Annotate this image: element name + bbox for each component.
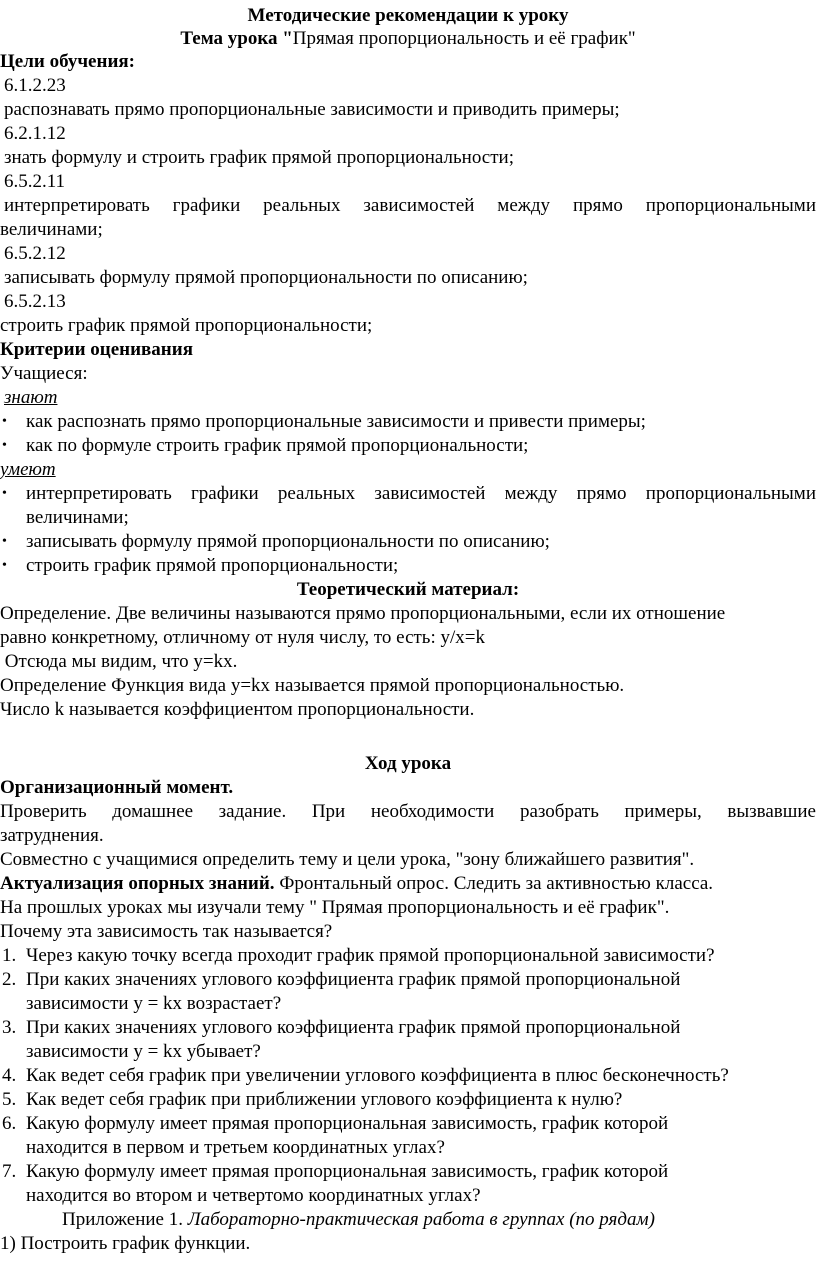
theory-line: Отсюда мы видим, что y=kx. [0,651,238,672]
goal-text: строить график прямой пропорциональности; [0,315,373,336]
goal-code: 6.5.2.12 [4,243,66,264]
goal-text: знать формулу и строить график прямой пропорциональности; [4,147,514,168]
org-text-continued: затруднения. [0,825,104,846]
goal-code: 6.2.1.12 [4,123,66,144]
org-heading: Организационный момент. [0,777,234,798]
can-label: умеют [0,459,56,480]
org-text: Совместно с учащимися определить тему и цели урока, "зону ближайшего развития". [0,849,695,870]
theory-heading: Теоретический материал: [296,579,520,600]
goal-text-continued: величинами; [0,219,103,240]
question-item-continued: зависимости y = kx убывает? [26,1041,261,1062]
goals-heading: Цели обучения: [0,51,135,72]
question-item-continued: зависимости y = kx возрастает? [26,993,282,1014]
actualization-heading: Актуализация опорных знаний. [0,873,275,894]
list-item-continued: величинами; [26,507,129,528]
bullet-icon: • [2,414,7,429]
bullet-icon: • [2,558,7,573]
org-text: Проверить домашнее задание. При необходимости разобрать примеры, вызвавшие [0,801,816,822]
why-question: Почему эта зависимость так называется? [0,921,333,942]
goal-code: 6.5.2.11 [4,171,66,192]
appendix-label: Приложение 1. [62,1209,188,1230]
task-line: 1) Построить график функции. [0,1233,251,1254]
lesson-topic [0,27,816,51]
criteria-heading: Критерии оценивания [0,339,193,360]
goal-code: 6.5.2.13 [4,291,66,312]
question-item-continued: находится во втором и четвертомо координатных углах? [26,1185,481,1206]
question-item-continued: находится в первом и третьем координатных углах? [26,1137,445,1158]
actualization-line: Актуализация опорных знаний. Фронтальный опрос. Следить за активностью класса. [0,873,714,894]
theory-line: Число k называется коэффициентом пропорциональности. [0,699,475,720]
theory-line: Определение Функция вида y=kx называется прямой пропорциональностью. [0,675,625,696]
goal-text: интерпретировать графики реальных зависимостей между прямо пропорциональными [4,195,816,216]
document-page: Методические рекомендации к уроку Тема урока "Прямая пропорциональность и её график" Цели обучения: 6.1.2.23 распознавать прямо пропорциональные зависимости и приводить примеры; 6.2.1.12 знать формулу и строить график прямой пропорциональности; 6.5.2.11 интерпретировать графики реальных зависимостей между прямо пропорциональными величинами; 6.5.2.12 записывать формулу прямой пропорциональности по описанию; 6.5.2.13 строить график прямой пропорциональности; Критерии оценивания Учащиеся: знают • как распознать прямо пропорциональные зависимости и привести примеры; • как по формуле строить график прямой пропорциональности; умеют • интерпретировать графики реальных зависимостей между прямо пропорциональными величинами; • записывать формулу прямой пропорциональности по описанию; • строить график прямой пропорциональности; Теоретический материал: Определение. Две величины называются прямо пропорциональными, если их отношение равно конкретному, отличному от нуля числу, то есть: y/x=k Отсюда мы видим, что y=kx. Определение Функция вида y=kx называется прямой пропорциональностью. Число k называется коэффициентом пропорциональности. Ход урока Организационный момент. Проверить домашнее задание. При необходимости разобрать примеры, вызвавшие затруднения. Совместно с учащимися определить тему и цели урока, "зону ближайшего развития". Актуализация опорных знаний. Фронтальный опрос. Следить за активностью класса. На прошлых уроках мы изучали тему " Прямая пропорциональность и её график". Почему эта зависимость так называется? 1. Через какую точку всегда проходит график прямой пропорциональной зависимости? 2. При каких значениях углового коэффициента график прямой пропорциональной зависимости y = kx возрастает? 3. При каких значениях углового коэффициента график прямой пропорциональной зависимости y = kx убывает? 4. Как ведет себя график при увеличении углового коэффициента в плюс бесконечность? 5. Как ведет себя график при приближении углового коэффициента к нулю? 6. Какую формулу имеет прямая пропорциональная зависимость, график которой находится в первом и третьем координатных углах? 7. Какую формулу имеет прямая пропорциональная зависимость, график которой находится во втором и четвертомо координатных углах? Приложение 1. Лабораторно-практическая работа в группах (по рядам) 1) Построить график функции. [0,5,816,1254]
bullet-icon: • [2,534,7,549]
goal-code: 6.1.2.23 [4,75,66,96]
appendix-line [62,1208,816,1232]
topic-text: Прямая пропорциональность и её график" [292,28,636,49]
document-title: Методические рекомендации к уроку [247,5,569,26]
previous-topic-line: На прошлых уроках мы изучали тему " Прямая пропорциональность и её график". [0,897,670,918]
appendix-title: Лабораторно-практическая работа в группах (по рядам) [187,1209,655,1230]
goal-text: распознавать прямо пропорциональные зависимости и приводить примеры; [4,99,620,120]
bullet-icon: • [2,486,7,501]
lesson-heading: Ход урока [364,753,452,774]
students-label: Учащиеся: [0,363,88,384]
bullet-icon: • [2,438,7,453]
goal-text: записывать формулу прямой пропорциональности по описанию; [4,267,528,288]
know-label: знают [4,387,58,408]
theory-line: равно конкретному, отличному от нуля числу, то есть: y/x=k [0,627,485,648]
theory-line: Определение. Две величины называются прямо пропорциональными, если их отношение [0,603,726,624]
topic-label: Тема урока " [180,28,293,49]
